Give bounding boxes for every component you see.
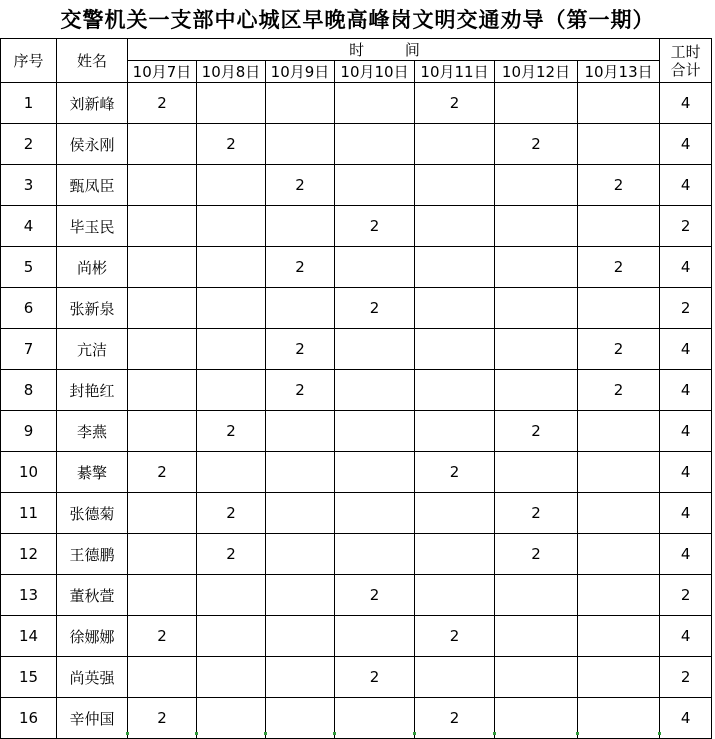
cell-hours[interactable] bbox=[266, 616, 335, 657]
table-row bbox=[1, 493, 712, 534]
cell-hours[interactable] bbox=[128, 493, 197, 534]
cell-hours[interactable] bbox=[495, 329, 578, 370]
cell-hours[interactable] bbox=[197, 657, 266, 698]
cell-hours[interactable] bbox=[266, 83, 335, 124]
cell-hours[interactable] bbox=[197, 575, 266, 616]
cell-hours[interactable] bbox=[578, 493, 660, 534]
header-date[interactable]: 10月13日 bbox=[578, 61, 660, 83]
cell-hours[interactable] bbox=[335, 493, 415, 534]
cell-hours[interactable] bbox=[578, 206, 660, 247]
cell-hours[interactable] bbox=[578, 124, 660, 165]
cell-index[interactable]: 12 bbox=[1, 534, 57, 575]
cell-name[interactable]: 甄凤臣 bbox=[57, 165, 128, 206]
cell-hours[interactable] bbox=[578, 616, 660, 657]
cell-hours[interactable] bbox=[415, 575, 495, 616]
cell-index[interactable]: 11 bbox=[1, 493, 57, 534]
cell-total[interactable]: 4 bbox=[660, 247, 712, 288]
cell-hours[interactable] bbox=[495, 452, 578, 493]
cell-hours[interactable]: 2 bbox=[266, 165, 335, 206]
table-row bbox=[1, 411, 712, 452]
cell-hours[interactable] bbox=[495, 657, 578, 698]
cell-total[interactable]: 4 bbox=[660, 411, 712, 452]
cell-hours[interactable] bbox=[495, 698, 578, 739]
cell-name[interactable]: 刘新峰 bbox=[57, 83, 128, 124]
cell-hours[interactable]: 2 bbox=[128, 83, 197, 124]
fill-handle-marker bbox=[658, 732, 661, 735]
header-date[interactable]: 10月10日 bbox=[335, 61, 415, 83]
cell-hours[interactable] bbox=[266, 452, 335, 493]
cell-hours[interactable] bbox=[335, 452, 415, 493]
cell-hours[interactable] bbox=[415, 165, 495, 206]
cell-total[interactable]: 4 bbox=[660, 698, 712, 739]
cell-hours[interactable] bbox=[197, 452, 266, 493]
fill-handle-marker bbox=[195, 732, 198, 735]
header-date[interactable]: 10月12日 bbox=[495, 61, 578, 83]
table-row bbox=[1, 83, 712, 124]
cell-hours[interactable] bbox=[266, 288, 335, 329]
cell-name[interactable]: 侯永刚 bbox=[57, 124, 128, 165]
fill-handle-marker bbox=[264, 732, 267, 735]
header-total-line1: 工时 bbox=[670, 42, 701, 61]
cell-hours[interactable]: 2 bbox=[578, 165, 660, 206]
cell-hours[interactable]: 2 bbox=[266, 370, 335, 411]
cell-name[interactable]: 尚彬 bbox=[57, 247, 128, 288]
table-row bbox=[1, 329, 712, 370]
cell-hours[interactable] bbox=[415, 124, 495, 165]
cell-hours[interactable] bbox=[578, 534, 660, 575]
cell-hours[interactable] bbox=[335, 329, 415, 370]
table-row bbox=[1, 698, 712, 739]
cell-hours[interactable] bbox=[266, 493, 335, 534]
cell-hours[interactable] bbox=[197, 83, 266, 124]
header-total-line2: 合计 bbox=[670, 60, 701, 79]
table-row bbox=[1, 370, 712, 411]
cell-hours[interactable] bbox=[197, 370, 266, 411]
cell-total[interactable]: 2 bbox=[660, 206, 712, 247]
table-row bbox=[1, 657, 712, 698]
cell-hours[interactable] bbox=[266, 206, 335, 247]
cell-total[interactable]: 4 bbox=[660, 534, 712, 575]
cell-name[interactable]: 綦擎 bbox=[57, 452, 128, 493]
cell-hours[interactable] bbox=[578, 698, 660, 739]
cell-hours[interactable] bbox=[128, 288, 197, 329]
cell-hours[interactable] bbox=[415, 329, 495, 370]
cell-hours[interactable]: 2 bbox=[578, 370, 660, 411]
cell-hours[interactable] bbox=[197, 288, 266, 329]
cell-hours[interactable] bbox=[335, 534, 415, 575]
table-row bbox=[1, 616, 712, 657]
cell-total[interactable]: 4 bbox=[660, 329, 712, 370]
cell-index[interactable]: 2 bbox=[1, 124, 57, 165]
cell-hours[interactable] bbox=[128, 206, 197, 247]
cell-hours[interactable] bbox=[578, 83, 660, 124]
cell-hours[interactable] bbox=[128, 534, 197, 575]
cell-hours[interactable] bbox=[335, 83, 415, 124]
cell-name[interactable]: 张德菊 bbox=[57, 493, 128, 534]
cell-hours[interactable]: 2 bbox=[335, 206, 415, 247]
header-date[interactable]: 10月8日 bbox=[197, 61, 266, 83]
cell-hours[interactable] bbox=[415, 657, 495, 698]
fill-handle-marker bbox=[126, 732, 129, 735]
cell-index[interactable]: 5 bbox=[1, 247, 57, 288]
table-row bbox=[1, 165, 712, 206]
header-index[interactable]: 序号 bbox=[1, 39, 57, 83]
cell-hours[interactable] bbox=[578, 452, 660, 493]
cell-hours[interactable] bbox=[415, 288, 495, 329]
cell-total[interactable]: 2 bbox=[660, 575, 712, 616]
cell-hours[interactable]: 2 bbox=[128, 616, 197, 657]
cell-hours[interactable] bbox=[415, 411, 495, 452]
cell-index[interactable]: 10 bbox=[1, 452, 57, 493]
cell-index[interactable]: 14 bbox=[1, 616, 57, 657]
cell-total[interactable]: 2 bbox=[660, 288, 712, 329]
cell-name[interactable]: 尚英强 bbox=[57, 657, 128, 698]
cell-hours[interactable] bbox=[197, 329, 266, 370]
cell-hours[interactable]: 2 bbox=[128, 452, 197, 493]
table-row bbox=[1, 206, 712, 247]
cell-total[interactable]: 4 bbox=[660, 165, 712, 206]
cell-index[interactable]: 8 bbox=[1, 370, 57, 411]
cell-hours[interactable] bbox=[335, 247, 415, 288]
cell-hours[interactable] bbox=[495, 83, 578, 124]
cell-hours[interactable] bbox=[128, 575, 197, 616]
cell-name[interactable]: 徐娜娜 bbox=[57, 616, 128, 657]
cell-name[interactable]: 亢洁 bbox=[57, 329, 128, 370]
cell-hours[interactable] bbox=[495, 575, 578, 616]
cell-hours[interactable] bbox=[128, 124, 197, 165]
cell-hours[interactable] bbox=[197, 698, 266, 739]
duty-table bbox=[0, 38, 712, 739]
cell-hours[interactable]: 2 bbox=[415, 698, 495, 739]
cell-hours[interactable] bbox=[335, 698, 415, 739]
table-row bbox=[1, 288, 712, 329]
cell-hours[interactable] bbox=[128, 370, 197, 411]
cell-hours[interactable] bbox=[266, 698, 335, 739]
cell-hours[interactable] bbox=[197, 206, 266, 247]
cell-hours[interactable] bbox=[266, 657, 335, 698]
cell-total[interactable]: 4 bbox=[660, 616, 712, 657]
cell-hours[interactable] bbox=[128, 165, 197, 206]
cell-hours[interactable] bbox=[495, 206, 578, 247]
cell-index[interactable]: 15 bbox=[1, 657, 57, 698]
fill-handle-marker bbox=[493, 732, 496, 735]
cell-hours[interactable] bbox=[266, 534, 335, 575]
cell-hours[interactable] bbox=[335, 165, 415, 206]
cell-name[interactable]: 辛仲国 bbox=[57, 698, 128, 739]
sheet-title: 交警机关一支部中心城区早晚高峰岗文明交通劝导（第一期） bbox=[60, 7, 655, 32]
header-row bbox=[1, 39, 712, 61]
cell-hours[interactable] bbox=[128, 329, 197, 370]
fill-handle-marker bbox=[333, 732, 336, 735]
table-row bbox=[1, 124, 712, 165]
cell-index[interactable]: 6 bbox=[1, 288, 57, 329]
header-date[interactable]: 10月9日 bbox=[266, 61, 335, 83]
cell-hours[interactable]: 2 bbox=[335, 575, 415, 616]
cell-hours[interactable]: 2 bbox=[578, 329, 660, 370]
header-total[interactable] bbox=[660, 39, 712, 83]
cell-name[interactable]: 董秋萱 bbox=[57, 575, 128, 616]
cell-hours[interactable] bbox=[197, 616, 266, 657]
cell-index[interactable]: 9 bbox=[1, 411, 57, 452]
cell-hours[interactable]: 2 bbox=[335, 657, 415, 698]
fill-handle-marker bbox=[576, 732, 579, 735]
cell-hours[interactable]: 2 bbox=[335, 288, 415, 329]
cell-hours[interactable] bbox=[128, 657, 197, 698]
cell-hours[interactable]: 2 bbox=[495, 493, 578, 534]
fill-handle-marker bbox=[413, 732, 416, 735]
cell-total[interactable]: 4 bbox=[660, 370, 712, 411]
cell-index[interactable]: 13 bbox=[1, 575, 57, 616]
cell-hours[interactable]: 2 bbox=[495, 411, 578, 452]
cell-hours[interactable] bbox=[578, 288, 660, 329]
table-row bbox=[1, 575, 712, 616]
cell-hours[interactable] bbox=[495, 165, 578, 206]
header-time[interactable]: 时 间 bbox=[128, 39, 660, 61]
cell-hours[interactable] bbox=[266, 575, 335, 616]
cell-name[interactable]: 毕玉民 bbox=[57, 206, 128, 247]
cell-hours[interactable] bbox=[578, 657, 660, 698]
cell-name[interactable]: 李燕 bbox=[57, 411, 128, 452]
cell-total[interactable]: 2 bbox=[660, 657, 712, 698]
cell-hours[interactable] bbox=[415, 493, 495, 534]
table-row bbox=[1, 452, 712, 493]
cell-total[interactable]: 4 bbox=[660, 124, 712, 165]
cell-hours[interactable] bbox=[128, 247, 197, 288]
cell-index[interactable]: 3 bbox=[1, 165, 57, 206]
cell-hours[interactable]: 2 bbox=[197, 493, 266, 534]
header-name[interactable]: 姓名 bbox=[57, 39, 128, 83]
cell-hours[interactable]: 2 bbox=[415, 452, 495, 493]
cell-hours[interactable]: 2 bbox=[266, 247, 335, 288]
cell-total[interactable]: 4 bbox=[660, 493, 712, 534]
table-row bbox=[1, 534, 712, 575]
cell-hours[interactable] bbox=[495, 288, 578, 329]
cell-hours[interactable] bbox=[266, 124, 335, 165]
cell-hours[interactable] bbox=[197, 247, 266, 288]
cell-hours[interactable]: 2 bbox=[495, 124, 578, 165]
cell-name[interactable]: 王德鹏 bbox=[57, 534, 128, 575]
cell-total[interactable]: 4 bbox=[660, 452, 712, 493]
cell-hours[interactable] bbox=[128, 411, 197, 452]
cell-hours[interactable] bbox=[335, 124, 415, 165]
cell-hours[interactable]: 2 bbox=[415, 616, 495, 657]
header-date[interactable]: 10月7日 bbox=[128, 61, 197, 83]
cell-hours[interactable]: 2 bbox=[128, 698, 197, 739]
cell-index[interactable]: 4 bbox=[1, 206, 57, 247]
cell-hours[interactable] bbox=[495, 247, 578, 288]
cell-hours[interactable]: 2 bbox=[266, 329, 335, 370]
cell-hours[interactable] bbox=[415, 206, 495, 247]
cell-hours[interactable] bbox=[578, 411, 660, 452]
cell-total[interactable]: 4 bbox=[660, 83, 712, 124]
cell-hours[interactable] bbox=[335, 616, 415, 657]
cell-hours[interactable] bbox=[578, 575, 660, 616]
cell-hours[interactable] bbox=[495, 616, 578, 657]
cell-hours[interactable] bbox=[415, 534, 495, 575]
table-row bbox=[1, 247, 712, 288]
cell-hours[interactable] bbox=[266, 411, 335, 452]
cell-hours[interactable] bbox=[335, 411, 415, 452]
cell-hours[interactable] bbox=[415, 370, 495, 411]
cell-hours[interactable]: 2 bbox=[197, 124, 266, 165]
header-date[interactable]: 10月11日 bbox=[415, 61, 495, 83]
cell-name[interactable]: 封艳红 bbox=[57, 370, 128, 411]
cell-hours[interactable]: 2 bbox=[578, 247, 660, 288]
cell-hours[interactable] bbox=[335, 370, 415, 411]
cell-hours[interactable] bbox=[415, 247, 495, 288]
cell-hours[interactable]: 2 bbox=[197, 534, 266, 575]
cell-index[interactable]: 16 bbox=[1, 698, 57, 739]
cell-hours[interactable] bbox=[197, 165, 266, 206]
cell-index[interactable]: 7 bbox=[1, 329, 57, 370]
cell-name[interactable]: 张新泉 bbox=[57, 288, 128, 329]
cell-hours[interactable] bbox=[495, 370, 578, 411]
cell-hours[interactable]: 2 bbox=[197, 411, 266, 452]
cell-hours[interactable]: 2 bbox=[495, 534, 578, 575]
cell-hours[interactable]: 2 bbox=[415, 83, 495, 124]
cell-index[interactable]: 1 bbox=[1, 83, 57, 124]
